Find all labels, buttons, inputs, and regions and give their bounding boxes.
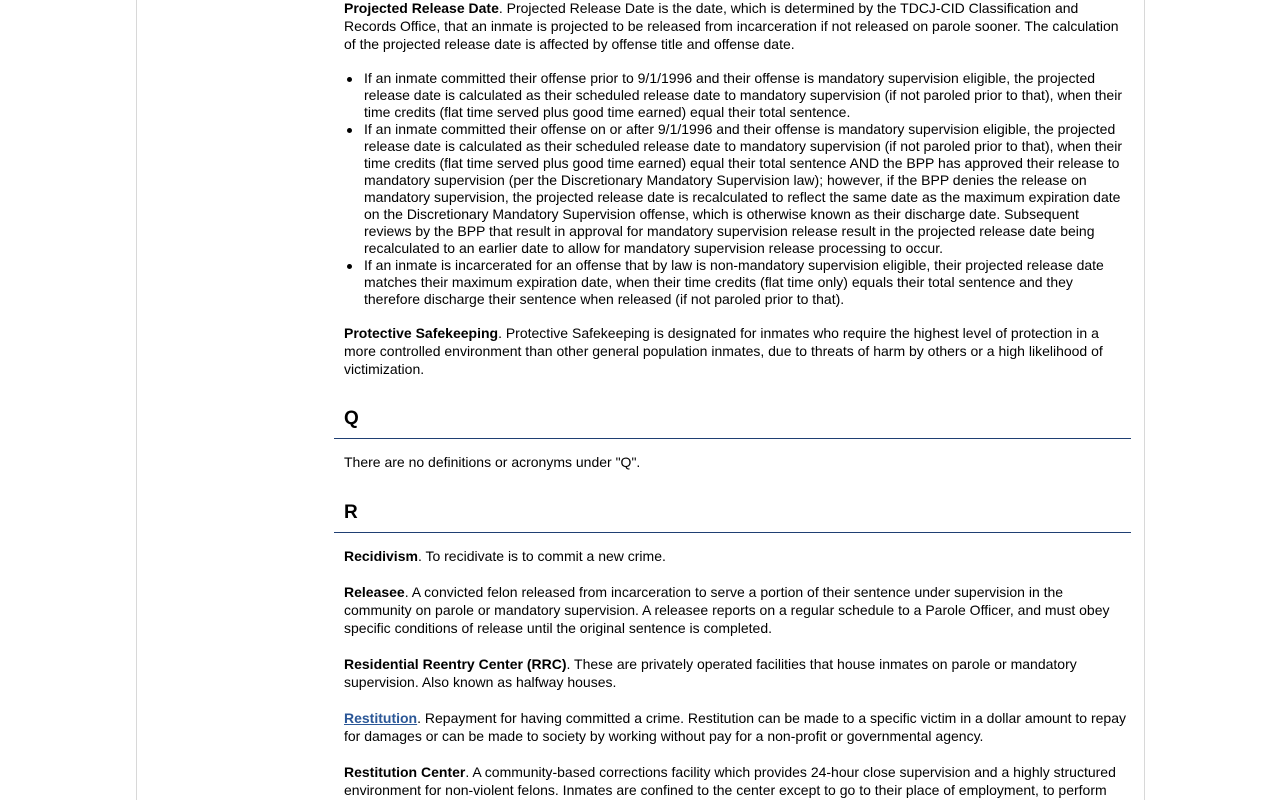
definition-text <box>344 547 1127 565</box>
glossary-content <box>334 0 1131 799</box>
definition-body: . These are privately operated facilities that house inmates on parole or mandatory supervision. Also known as halfway houses. <box>344 656 1077 690</box>
definition-text <box>344 763 1127 799</box>
definition-restitution-center <box>334 763 1131 799</box>
definition-body: . To recidivate is to commit a new crime. <box>417 548 666 564</box>
definition-text <box>344 583 1127 637</box>
section-heading-q: Q <box>334 408 1131 439</box>
definition-term: Projected Release Date <box>344 0 499 16</box>
definition-protective-safekeeping <box>334 324 1131 378</box>
definition-releasee <box>334 583 1131 637</box>
definition-term: Releasee <box>344 584 405 600</box>
list-item: If an inmate is incarcerated for an offense that by law is non-mandatory supervision eligible, their projected release date matches their maximum expiration date, when their time credits (flat time only) equals their total sentence and they therefore discharge their sentence when released (if not paroled prior to that). <box>364 257 1127 308</box>
definition-body: . A community-based corrections facility which provides 24-hour close supervision and a highly structured environment for non-violent felons. Inmates are confined to the center except to go to their place of employment, to perform <box>344 764 1116 798</box>
definition-term: Recidivism <box>344 548 418 564</box>
definition-body: . Projected Release Date is the date, which is determined by the TDCJ-CID Classification and Records Office, that an inmate is projected to be released from incarceration if not released on parole sooner. The calculation of the projected release date is affected by offense title and offense date. <box>344 0 1119 52</box>
definition-restitution <box>334 709 1131 745</box>
definition-text <box>344 709 1127 745</box>
definition-recidivism <box>334 547 1131 565</box>
projected-release-date-rules <box>334 70 1131 308</box>
section-heading-r: R <box>334 502 1131 533</box>
definition-residential-reentry-center <box>334 655 1131 691</box>
definition-text <box>344 324 1127 378</box>
definition-text <box>344 655 1127 691</box>
section-q-note: There are no definitions or acronyms under "Q". <box>344 454 641 470</box>
definition-body: . A convicted felon released from incarceration to serve a portion of their sentence under supervision in the community on parole or mandatory supervision. A releasee reports on a regular schedule to a Parole Officer, and must obey specific conditions of release until the original sentence is completed. <box>344 584 1110 636</box>
definition-body: . Repayment for having committed a crime. Restitution can be made to a specific victim in a dollar amount to repay for damages or can be made to society by working without pay for a non-profit or governmental agency. <box>344 710 1126 744</box>
definition-term: Protective Safekeeping <box>344 325 499 341</box>
restitution-link[interactable]: Restitution <box>344 710 418 726</box>
definition-text <box>344 0 1127 53</box>
list-item: If an inmate committed their offense on or after 9/1/1996 and their offense is mandatory supervision eligible, the projected release date is calculated as their scheduled release date to mandatory supervision (if not paroled prior to that), when their time credits (flat time served plus good time earned) equal their total sentence AND the BPP has approved their release to mandatory supervision (per the Discretionary Mandatory Supervision law); however, if the BPP denies the release on mandatory supervision, the projected release date is recalculated to reflect the same date as the maximum expiration date on the Discretionary Mandatory Supervision offense, which is otherwise known as their discharge date. Subsequent reviews by the BPP that result in approval for mandatory supervision release result in the projected release date being recalculated to an earlier date to allow for mandatory supervision release processing to occur. <box>364 121 1127 257</box>
definition-projected-release-date <box>334 0 1131 53</box>
definition-body: . Protective Safekeeping is designated for inmates who require the highest level of protection in a more controlled environment than other general population inmates, due to threats of harm by others or a high likelihood of victimization. <box>344 325 1103 377</box>
definition-term: Residential Reentry Center (RRC) <box>344 656 567 672</box>
list-item: If an inmate committed their offense prior to 9/1/1996 and their offense is mandatory supervision eligible, the projected release date is calculated as their scheduled release date to mandatory supervision (if not paroled prior to that), when their time credits (flat time served plus good time earned) equal their total sentence. <box>364 70 1127 121</box>
definition-term: Restitution Center <box>344 764 466 780</box>
